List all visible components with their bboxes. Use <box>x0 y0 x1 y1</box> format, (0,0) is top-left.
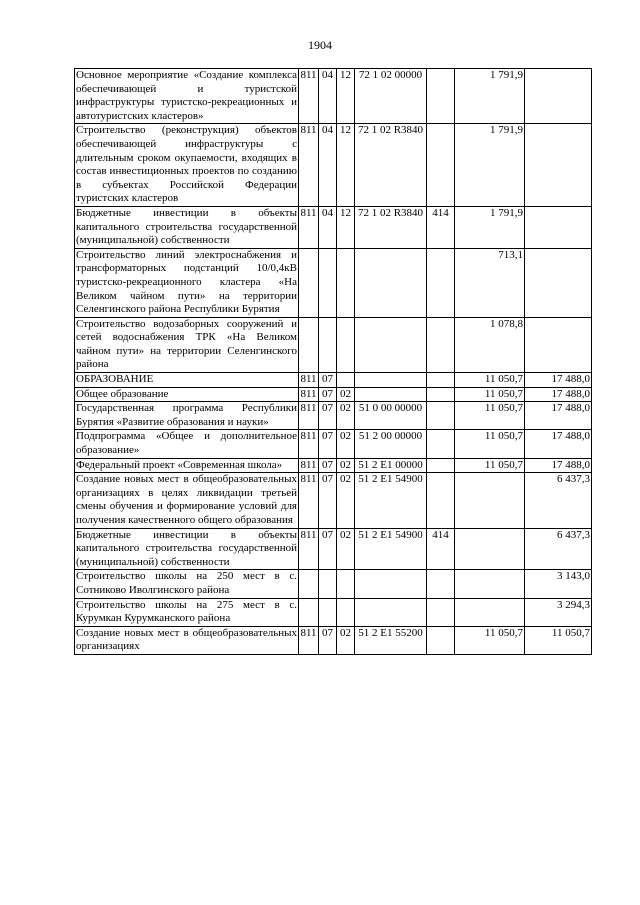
row-grbs-code <box>299 598 319 626</box>
row-amount-year1: 11 050,7 <box>455 458 525 473</box>
row-section-code <box>319 317 337 372</box>
row-subsection-code: 02 <box>337 430 355 458</box>
row-section-code: 04 <box>319 124 337 207</box>
row-subsection-code: 12 <box>337 206 355 248</box>
row-section-code: 07 <box>319 387 337 402</box>
row-expense-type-code <box>427 317 455 372</box>
row-section-code <box>319 598 337 626</box>
row-name: ОБРАЗОВАНИЕ <box>75 373 299 388</box>
row-name: Бюджетные инвестиции в объекты капитального строительства государственной (муниципальной) собственности <box>75 528 299 570</box>
row-amount-year2 <box>525 206 592 248</box>
row-amount-year2 <box>525 317 592 372</box>
row-grbs-code: 811 <box>299 387 319 402</box>
row-name: Строительство линий электроснабжения и трансформаторных подстанций 10/0,4кВ туристско-рекреационного кластера «На Великом чайном пути» на территории Селенгинского района Республики Бурятия <box>75 248 299 317</box>
row-expense-type-code <box>427 458 455 473</box>
row-name: Создание новых мест в общеобразовательных организациях <box>75 626 299 654</box>
row-grbs-code: 811 <box>299 458 319 473</box>
row-name: Общее образование <box>75 387 299 402</box>
row-section-code: 07 <box>319 458 337 473</box>
table-row <box>75 626 592 654</box>
row-target-article-code: 51 0 00 00000 <box>355 402 427 430</box>
row-name: Бюджетные инвестиции в объекты капитального строительства государственной (муниципальной) собственности <box>75 206 299 248</box>
table-row <box>75 430 592 458</box>
row-subsection-code: 02 <box>337 387 355 402</box>
row-target-article-code <box>355 248 427 317</box>
row-target-article-code: 51 2 E1 00000 <box>355 458 427 473</box>
row-grbs-code <box>299 317 319 372</box>
row-amount-year1: 1 791,9 <box>455 206 525 248</box>
row-expense-type-code <box>427 626 455 654</box>
table-row <box>75 528 592 570</box>
row-target-article-code: 51 2 E1 55200 <box>355 626 427 654</box>
row-grbs-code <box>299 248 319 317</box>
row-target-article-code: 51 2 00 00000 <box>355 430 427 458</box>
row-amount-year1: 11 050,7 <box>455 387 525 402</box>
row-expense-type-code <box>427 69 455 124</box>
row-grbs-code: 811 <box>299 528 319 570</box>
row-name: Создание новых мест в общеобразовательных организациях в целях ликвидации третьей смены обучения и формирование условий для получения качественного общего образования <box>75 473 299 528</box>
row-subsection-code: 12 <box>337 69 355 124</box>
table-row <box>75 402 592 430</box>
table-row <box>75 473 592 528</box>
row-amount-year2: 3 294,3 <box>525 598 592 626</box>
row-target-article-code <box>355 387 427 402</box>
table-row <box>75 206 592 248</box>
row-amount-year1 <box>455 473 525 528</box>
row-amount-year2: 17 488,0 <box>525 458 592 473</box>
row-amount-year1: 1 791,9 <box>455 124 525 207</box>
row-amount-year1: 11 050,7 <box>455 430 525 458</box>
budget-table <box>74 68 592 655</box>
row-amount-year1 <box>455 570 525 598</box>
row-target-article-code <box>355 373 427 388</box>
row-name: Строительство (реконструкция) объектов обеспечивающей инфраструктуры с длительным сроком окупаемости, входящих в состав инвестиционных проектов по созданию в субъектах Российской Федерации туристских кластеров <box>75 124 299 207</box>
row-amount-year2: 6 437,3 <box>525 473 592 528</box>
row-grbs-code: 811 <box>299 373 319 388</box>
row-section-code: 07 <box>319 473 337 528</box>
table-row <box>75 387 592 402</box>
row-subsection-code: 02 <box>337 473 355 528</box>
row-amount-year2 <box>525 124 592 207</box>
row-name: Основное мероприятие «Создание комплекса обеспечивающей и туристской инфраструктуры туристско-рекреационных и автотуристских кластеров» <box>75 69 299 124</box>
table-row <box>75 248 592 317</box>
row-amount-year2: 6 437,3 <box>525 528 592 570</box>
row-target-article-code: 72 1 02 R3840 <box>355 124 427 207</box>
row-section-code <box>319 248 337 317</box>
row-grbs-code: 811 <box>299 473 319 528</box>
row-name: Строительство школы на 275 мест в с. Курумкан Курумканского района <box>75 598 299 626</box>
row-amount-year2: 17 488,0 <box>525 402 592 430</box>
row-expense-type-code: 414 <box>427 206 455 248</box>
table-row <box>75 598 592 626</box>
row-expense-type-code <box>427 430 455 458</box>
row-name: Федеральный проект «Современная школа» <box>75 458 299 473</box>
row-amount-year2: 11 050,7 <box>525 626 592 654</box>
row-expense-type-code <box>427 248 455 317</box>
table-row <box>75 69 592 124</box>
row-subsection-code: 12 <box>337 124 355 207</box>
row-amount-year2: 3 143,0 <box>525 570 592 598</box>
row-subsection-code: 02 <box>337 458 355 473</box>
page-number: 1904 <box>308 38 332 52</box>
row-expense-type-code <box>427 402 455 430</box>
row-grbs-code <box>299 570 319 598</box>
row-amount-year1: 11 050,7 <box>455 373 525 388</box>
table-row <box>75 317 592 372</box>
table-row <box>75 458 592 473</box>
row-amount-year1 <box>455 598 525 626</box>
row-name: Государственная программа Республики Бурятия «Развитие образования и науки» <box>75 402 299 430</box>
row-amount-year1: 1 791,9 <box>455 69 525 124</box>
table-row <box>75 124 592 207</box>
row-name: Строительство школы на 250 мест в с. Сотниково Иволгинского района <box>75 570 299 598</box>
row-subsection-code <box>337 248 355 317</box>
row-grbs-code: 811 <box>299 206 319 248</box>
row-amount-year2: 17 488,0 <box>525 430 592 458</box>
row-target-article-code <box>355 570 427 598</box>
row-amount-year2: 17 488,0 <box>525 387 592 402</box>
row-expense-type-code <box>427 598 455 626</box>
row-section-code: 07 <box>319 402 337 430</box>
row-target-article-code: 72 1 02 R3840 <box>355 206 427 248</box>
table-row <box>75 373 592 388</box>
row-section-code: 04 <box>319 206 337 248</box>
row-subsection-code: 02 <box>337 626 355 654</box>
row-target-article-code: 72 1 02 00000 <box>355 69 427 124</box>
row-name: Подпрограмма «Общее и дополнительное образование» <box>75 430 299 458</box>
row-grbs-code: 811 <box>299 69 319 124</box>
row-section-code <box>319 570 337 598</box>
row-grbs-code: 811 <box>299 124 319 207</box>
row-subsection-code <box>337 598 355 626</box>
row-amount-year1 <box>455 528 525 570</box>
row-expense-type-code <box>427 473 455 528</box>
row-subsection-code: 02 <box>337 528 355 570</box>
row-subsection-code <box>337 317 355 372</box>
row-section-code: 07 <box>319 430 337 458</box>
row-section-code: 07 <box>319 626 337 654</box>
row-expense-type-code <box>427 373 455 388</box>
row-target-article-code: 51 2 E1 54900 <box>355 528 427 570</box>
row-target-article-code <box>355 598 427 626</box>
row-expense-type-code: 414 <box>427 528 455 570</box>
row-amount-year1: 1 078,8 <box>455 317 525 372</box>
row-subsection-code: 02 <box>337 402 355 430</box>
row-target-article-code <box>355 317 427 372</box>
row-amount-year2 <box>525 69 592 124</box>
row-expense-type-code <box>427 124 455 207</box>
row-expense-type-code <box>427 570 455 598</box>
row-amount-year1: 11 050,7 <box>455 626 525 654</box>
row-amount-year2 <box>525 248 592 317</box>
table-row <box>75 570 592 598</box>
row-expense-type-code <box>427 387 455 402</box>
row-amount-year1: 713,1 <box>455 248 525 317</box>
row-subsection-code <box>337 373 355 388</box>
row-name: Строительство водозаборных сооружений и сетей водоснабжения ТРК «На Великом чайном пути» на территории Селенгинского района <box>75 317 299 372</box>
row-amount-year1: 11 050,7 <box>455 402 525 430</box>
row-amount-year2: 17 488,0 <box>525 373 592 388</box>
row-section-code: 04 <box>319 69 337 124</box>
row-grbs-code: 811 <box>299 402 319 430</box>
row-section-code: 07 <box>319 373 337 388</box>
row-section-code: 07 <box>319 528 337 570</box>
row-grbs-code: 811 <box>299 626 319 654</box>
row-target-article-code: 51 2 E1 54900 <box>355 473 427 528</box>
row-subsection-code <box>337 570 355 598</box>
row-grbs-code: 811 <box>299 430 319 458</box>
